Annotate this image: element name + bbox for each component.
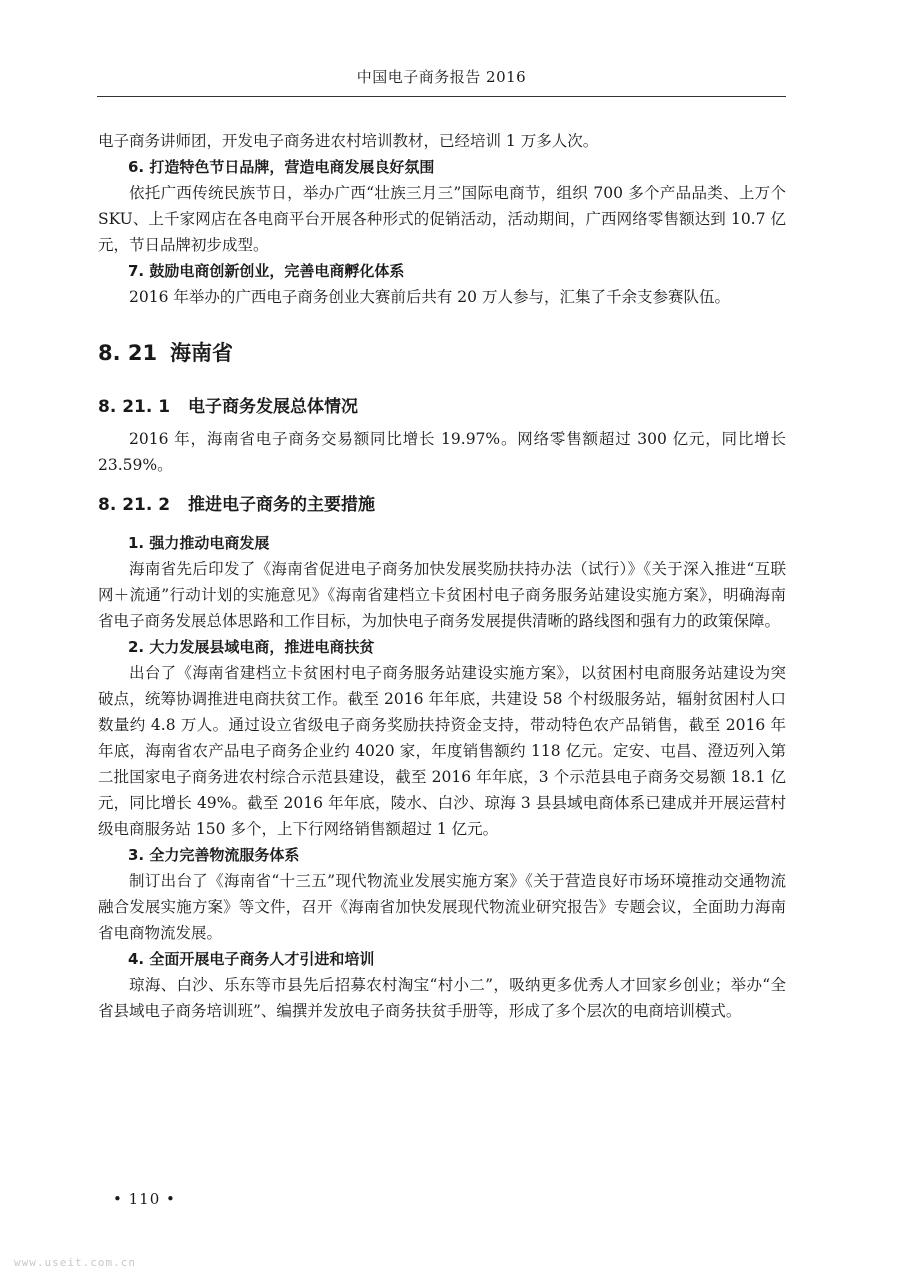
subsection-number-1: 8. 21. 1 — [98, 397, 171, 417]
section-number: 8. 21 — [98, 341, 158, 365]
page-body — [98, 128, 786, 1024]
measure-heading-1: 1. 强力推动电商发展 — [128, 534, 270, 552]
item-heading-7: 7. 鼓励电商创新创业，完善电商孵化体系 — [128, 262, 405, 280]
item-paragraph-6: 依托广西传统民族节日，举办广西“壮族三月三”国际电商节，组织 700 多个产品品类、上万个 SKU、上千家网店在各电商平台开展各种形式的促销活动，活动期间，广西网络零售额达到 10.7 亿元，节日品牌初步成型。 — [98, 184, 786, 254]
section-heading — [98, 338, 786, 368]
section-title: 海南省 — [170, 341, 233, 365]
intro-paragraph: 电子商务讲师团，开发电子商务进农村培训教材，已经培训 1 万多人次。 — [98, 132, 599, 150]
subsection-title-2: 推进电子商务的主要措施 — [188, 495, 375, 515]
measure-paragraph-2: 出台了《海南省建档立卡贫困村电子商务服务站建设实施方案》，以贫困村电商服务站建设为突破点，统筹协调推进电商扶贫工作。截至 2016 年年底，共建设 58 个村级服务站，辐射贫困村人口数量约 4.8 万人。通过设立省级电子商务奖励扶持资金支持，带动特色农产品销售，截至 2016 年年底，海南省农产品电子商务企业约 4020 家，年度销售额约 118 亿元。定安、屯昌、澄迈列入第二批国家电子商务进农村综合示范县建设，截至 2016 年年底，3 个示范县电子商务交易额 18.1 亿元，同比增长 49%。截至 2016 年年底，陵水、白沙、琼海 3 县县域电商体系已建成并开展运营村级电商服务站 150 多个，上下行网络销售额超过 1 亿元。 — [98, 664, 786, 838]
subsection-number-2: 8. 21. 2 — [98, 495, 171, 515]
measure-paragraph-3: 制订出台了《海南省“十三五”现代物流业发展实施方案》《关于营造良好市场环境推动交通物流融合发展实施方案》等文件，召开《海南省加快发展现代物流业研究报告》专题会议，全面助力海南省电商物流发展。 — [98, 872, 786, 942]
item-heading-6: 6. 打造特色节日品牌，营造电商发展良好氛围 — [128, 158, 435, 176]
page-number: • 110 • — [113, 1190, 176, 1208]
measure-paragraph-4: 琼海、白沙、乐东等市县先后招募农村淘宝“村小二”，吸纳更多优秀人才回家乡创业；举办“全省县域电子商务培训班”、编撰并发放电子商务扶贫手册等，形成了多个层次的电商培训模式。 — [98, 976, 786, 1020]
subsection-paragraph-1: 2016 年，海南省电子商务交易额同比增长 19.97%。网络零售额超过 300 亿元，同比增长 23.59%。 — [98, 430, 786, 474]
watermark-text: www.useit.com.cn — [14, 1256, 136, 1269]
measure-heading-4: 4. 全面开展电子商务人才引进和培训 — [128, 950, 375, 968]
measure-heading-2: 2. 大力发展县域电商，推进电商扶贫 — [128, 638, 375, 656]
running-header: 中国电子商务报告 2016 — [356, 68, 527, 86]
subsection-heading-1 — [98, 394, 786, 420]
item-paragraph-7: 2016 年举办的广西电子商务创业大赛前后共有 20 万人参与，汇集了千余支参赛队伍。 — [129, 288, 730, 306]
subsection-title-1: 电子商务发展总体情况 — [188, 397, 358, 417]
measure-paragraph-1: 海南省先后印发了《海南省促进电子商务加快发展奖励扶持办法（试行）》《关于深入推进“互联网＋流通”行动计划的实施意见》《海南省建档立卡贫困村电子商务服务站建设实施方案》，明确海南省电子商务发展总体思路和工作目标，为加快电子商务发展提供清晰的路线图和强有力的政策保障。 — [98, 560, 786, 630]
measure-heading-3: 3. 全力完善物流服务体系 — [128, 846, 300, 864]
subsection-heading-2 — [98, 492, 786, 518]
header-rule — [97, 96, 786, 97]
